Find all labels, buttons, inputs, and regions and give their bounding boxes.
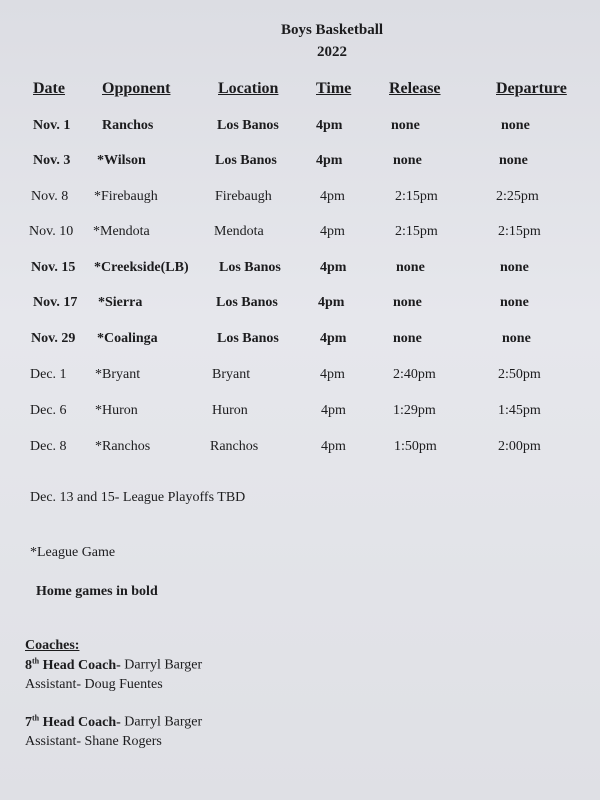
header-time: Time: [316, 80, 352, 97]
departure-cell: 2:00pm: [498, 439, 541, 454]
table-row: [0, 224, 600, 246]
release-cell: 2:15pm: [395, 224, 438, 239]
time-cell: 4pm: [320, 260, 347, 275]
coach-7th-name: Darryl Barger: [124, 714, 203, 730]
header-release: Release: [389, 80, 441, 97]
time-cell: 4pm: [321, 439, 346, 454]
coach-8th-suffix: th: [32, 656, 40, 665]
date-cell: Dec. 6: [30, 403, 67, 418]
coach-7th-line: [25, 713, 202, 731]
home-games-note: Home games in bold: [36, 584, 158, 599]
table-row: [0, 189, 600, 211]
date-cell: Nov. 17: [33, 295, 78, 310]
time-cell: 4pm: [316, 118, 343, 133]
release-cell: none: [391, 118, 420, 133]
date-cell: Nov. 29: [31, 331, 76, 346]
departure-cell: 2:15pm: [498, 224, 541, 239]
opponent-cell: *Creekside(LB): [94, 260, 189, 275]
coach-8th-role: Head Coach-: [42, 657, 121, 673]
location-cell: Los Banos: [219, 260, 281, 275]
table-row: [0, 439, 600, 461]
location-cell: Los Banos: [216, 295, 278, 310]
date-cell: Nov. 1: [33, 118, 71, 133]
coach-8th-assistant: Assistant- Doug Fuentes: [25, 677, 163, 692]
departure-cell: none: [501, 118, 530, 133]
playoffs-note: Dec. 13 and 15- League Playoffs TBD: [30, 490, 246, 505]
header-location: Location: [218, 80, 279, 97]
header-opponent: Opponent: [102, 80, 171, 97]
coaches-heading: Coaches:: [25, 638, 80, 653]
release-cell: 2:15pm: [395, 189, 438, 204]
coach-8th-line: [25, 656, 202, 674]
release-cell: none: [393, 153, 422, 168]
departure-cell: none: [502, 331, 531, 346]
location-cell: Los Banos: [217, 331, 279, 346]
header-departure: Departure: [496, 80, 567, 97]
table-row: [0, 260, 600, 282]
time-cell: 4pm: [320, 189, 345, 204]
release-cell: 1:29pm: [393, 403, 436, 418]
location-cell: Bryant: [212, 367, 251, 382]
table-row: [0, 153, 600, 175]
opponent-cell: *Huron: [95, 403, 138, 418]
coach-8th-name: Darryl Barger: [124, 657, 203, 673]
date-cell: Nov. 10: [29, 224, 74, 239]
coach-7th-role: Head Coach-: [42, 714, 121, 730]
departure-cell: 2:50pm: [498, 367, 541, 382]
departure-cell: none: [499, 153, 528, 168]
location-cell: Firebaugh: [215, 189, 272, 204]
opponent-cell: *Firebaugh: [94, 189, 158, 204]
opponent-cell: *Coalinga: [97, 331, 158, 346]
table-row: [0, 295, 600, 317]
opponent-cell: *Sierra: [98, 295, 143, 310]
location-cell: Huron: [212, 403, 248, 418]
location-cell: Ranchos: [210, 439, 259, 454]
departure-cell: none: [500, 260, 529, 275]
location-cell: Los Banos: [215, 153, 277, 168]
date-cell: Dec. 8: [30, 439, 67, 454]
opponent-cell: *Mendota: [93, 224, 150, 239]
date-cell: Nov. 15: [31, 260, 76, 275]
time-cell: 4pm: [316, 153, 343, 168]
header-date: Date: [33, 80, 65, 97]
time-cell: 4pm: [320, 224, 345, 239]
departure-cell: 2:25pm: [496, 189, 539, 204]
coach-8th-grade: 8: [25, 657, 32, 673]
table-row: [0, 331, 600, 353]
date-cell: Nov. 8: [31, 189, 69, 204]
page-year: 2022: [317, 44, 347, 60]
table-row: [0, 118, 600, 140]
location-cell: Mendota: [214, 224, 264, 239]
table-row: [0, 367, 600, 389]
page-title: Boys Basketball: [280, 22, 384, 38]
date-cell: Dec. 1: [30, 367, 67, 382]
date-cell: Nov. 3: [33, 153, 71, 168]
table-row: [0, 403, 600, 425]
opponent-cell: *Ranchos: [95, 439, 151, 454]
opponent-cell: Ranchos: [102, 118, 154, 133]
coach-7th-grade: 7: [25, 714, 32, 730]
release-cell: none: [396, 260, 425, 275]
coach-7th-suffix: th: [32, 713, 40, 722]
release-cell: none: [393, 331, 422, 346]
departure-cell: none: [500, 295, 529, 310]
opponent-cell: *Bryant: [95, 367, 141, 382]
departure-cell: 1:45pm: [498, 403, 541, 418]
time-cell: 4pm: [318, 295, 345, 310]
release-cell: 2:40pm: [393, 367, 436, 382]
opponent-cell: *Wilson: [97, 153, 146, 168]
time-cell: 4pm: [321, 403, 346, 418]
release-cell: none: [393, 295, 422, 310]
time-cell: 4pm: [320, 331, 347, 346]
location-cell: Los Banos: [217, 118, 279, 133]
release-cell: 1:50pm: [394, 439, 437, 454]
time-cell: 4pm: [320, 367, 345, 382]
coach-7th-assistant: Assistant- Shane Rogers: [25, 734, 162, 749]
league-game-note: *League Game: [30, 545, 116, 560]
